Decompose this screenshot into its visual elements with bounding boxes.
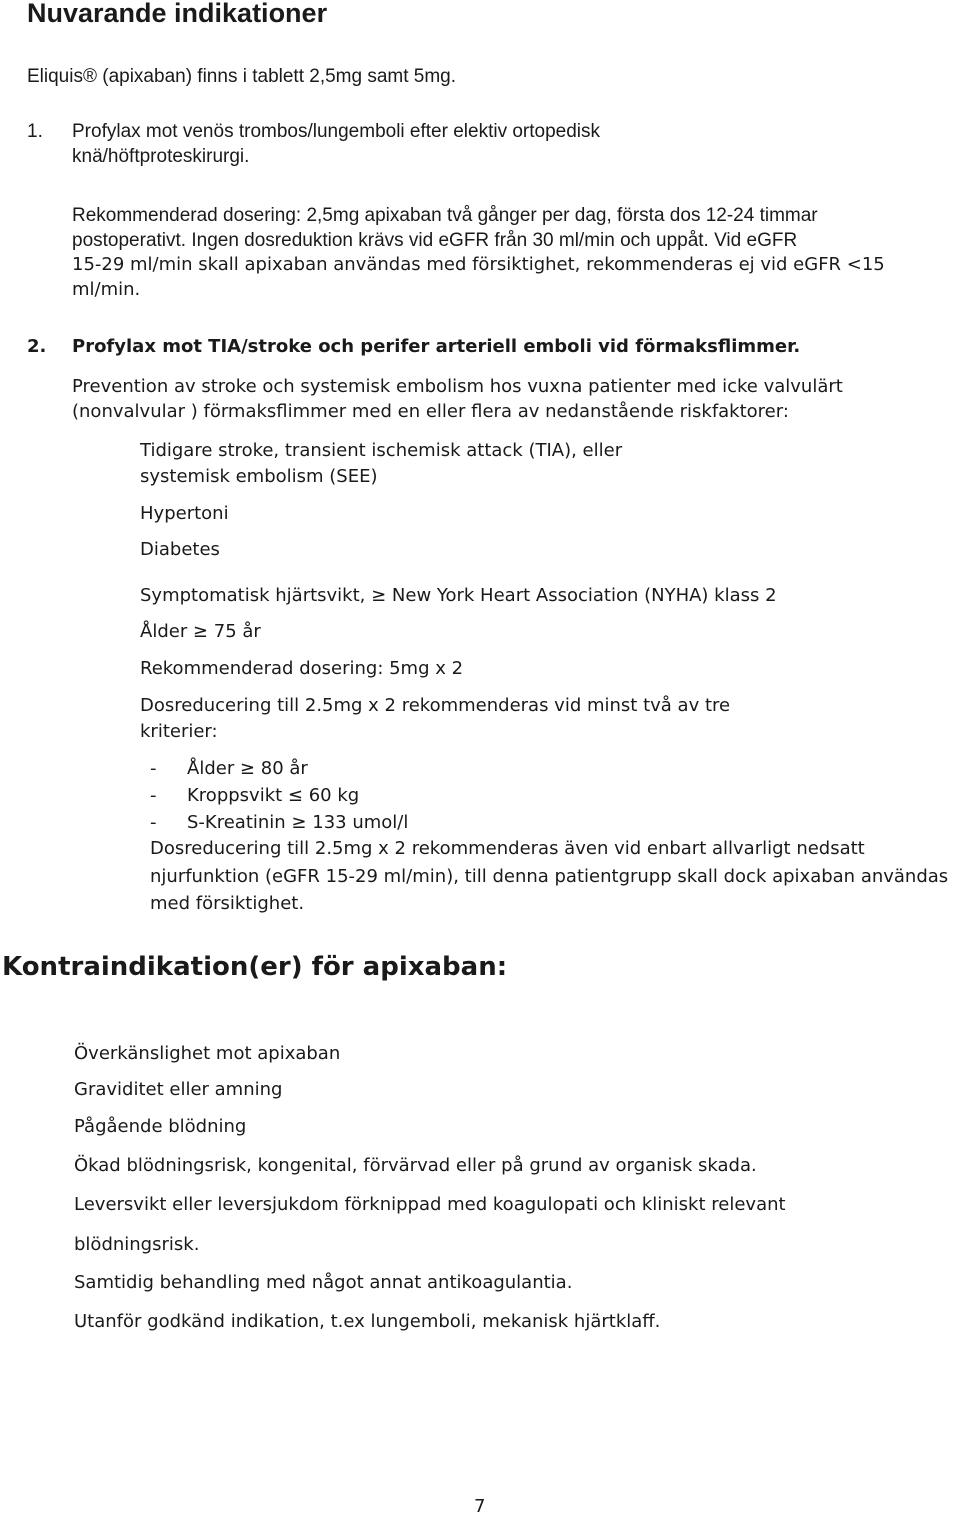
dose-reduction: kriterier: xyxy=(140,721,218,742)
risk-factor: Diabetes xyxy=(140,539,220,560)
contra-item: Pågående blödning xyxy=(74,1116,247,1137)
item1-title-cont: knä/höftproteskirurgi. xyxy=(72,146,250,167)
risk-factor: Ålder ≥ 75 år xyxy=(140,621,261,642)
item2-title: Profylax mot TIA/stroke och perifer arteriell emboli vid förmaksflimmer. xyxy=(72,336,801,357)
criteria-dash: - xyxy=(150,758,157,779)
criteria-item: S-Kreatinin ≥ 133 umol/l xyxy=(187,812,409,833)
item2-prevention: (nonvalvular ) förmaksflimmer med en eller flera av nedanstående riskfaktorer: xyxy=(72,401,789,422)
risk-factor: systemisk embolism (SEE) xyxy=(140,466,378,487)
criteria-dash: - xyxy=(150,812,157,833)
risk-factor: Hypertoni xyxy=(140,503,229,524)
criteria-dash: - xyxy=(150,785,157,806)
intro-text: Eliquis® (apixaban) finns i tablett 2,5mg samt 5mg. xyxy=(27,66,457,87)
contra-item: Samtidig behandling med något annat antikoagulantia. xyxy=(74,1272,573,1293)
item1-title: Profylax mot venös trombos/lungemboli efter elektiv ortopedisk xyxy=(72,121,601,142)
contra-item: Överkänslighet mot apixaban xyxy=(74,1043,341,1064)
dose-reduction: Dosreducering till 2.5mg x 2 rekommenderas vid minst två av tre xyxy=(140,695,731,716)
risk-factor: Tidigare stroke, transient ischemisk attack (TIA), eller xyxy=(140,440,623,461)
item2-prevention: Prevention av stroke och systemisk embolism hos vuxna patienter med icke valvulärt xyxy=(72,376,843,397)
contra-item: Graviditet eller amning xyxy=(74,1079,283,1100)
item1-dosing: ml/min. xyxy=(72,279,141,300)
item1-dosing: postoperativt. Ingen dosreduktion krävs vid eGFR från 30 ml/min och uppåt. Vid eGFR xyxy=(72,230,798,251)
page-number: 7 xyxy=(474,1496,486,1517)
criteria-item: Ålder ≥ 80 år xyxy=(187,758,308,779)
contra-item: Utanför godkänd indikation, t.ex lungemboli, mekanisk hjärtklaff. xyxy=(74,1311,661,1332)
risk-factor: Symptomatisk hjärtsvikt, ≥ New York Heart Association (NYHA) klass 2 xyxy=(140,585,777,606)
item1-dosing: Rekommenderad dosering: 2,5mg apixaban två gånger per dag, första dos 12-24 timmar xyxy=(72,205,818,226)
criteria-item: Kroppsvikt ≤ 60 kg xyxy=(187,785,360,806)
contra-item: Leversvikt eller leversjukdom förknippad med koagulopati och kliniskt relevant xyxy=(74,1194,786,1215)
heading-contraindications: Kontraindikation(er) för apixaban: xyxy=(2,952,508,982)
contra-item: Ökad blödningsrisk, kongenital, förvärvad eller på grund av organisk skada. xyxy=(74,1155,757,1176)
dose-text: Rekommenderad dosering: 5mg x 2 xyxy=(140,658,464,679)
item1-dosing: 15-29 ml/min skall apixaban användas med försiktighet, rekommenderas ej vid eGFR <15 xyxy=(72,254,885,275)
item1-number: 1. xyxy=(27,121,43,142)
renal-note: njurfunktion (eGFR 15-29 ml/min), till denna patientgrupp skall dock apixaban användas xyxy=(150,866,949,887)
heading-indications: Nuvarande indikationer xyxy=(27,0,328,28)
renal-note: Dosreducering till 2.5mg x 2 rekommenderas även vid enbart allvarligt nedsatt xyxy=(150,838,865,859)
contra-item: blödningsrisk. xyxy=(74,1234,200,1255)
item2-number: 2. xyxy=(27,336,47,357)
renal-note: med försiktighet. xyxy=(150,893,305,914)
